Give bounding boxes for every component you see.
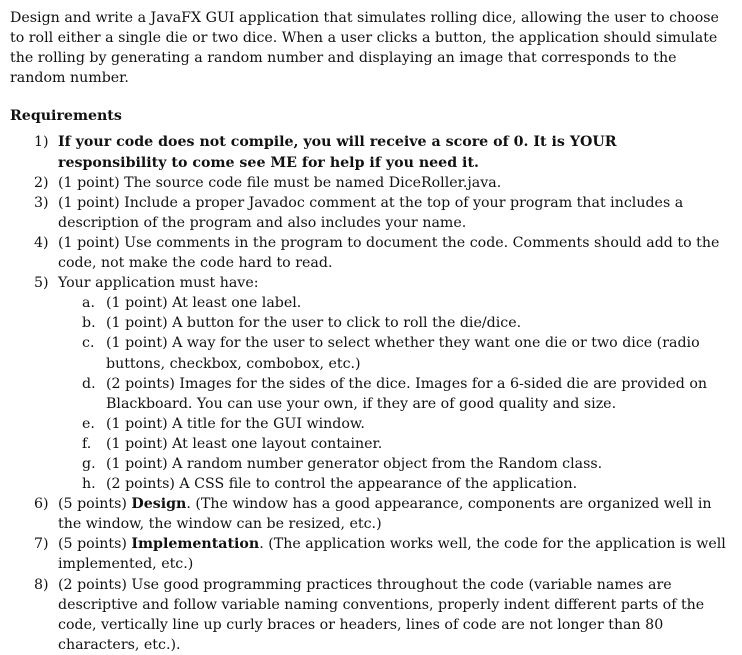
subitem (58, 454, 728, 474)
requirement-number: 6) (34, 496, 49, 513)
subitem-text: (2 points) Images for the sides of the dice. Images for a 6-sided die are provided on Blackboard. You can use your own, if they are of good quality and size. (106, 375, 708, 412)
requirements-heading: Requirements (10, 108, 122, 125)
requirement-number: 7) (34, 536, 49, 553)
requirement-item (10, 173, 728, 193)
subitem-letter: a. (82, 295, 95, 312)
subitem-text: (1 point) A way for the user to select whether they want one die or two dice (radio buttons, checkbox, combobox, etc.) (106, 335, 700, 372)
subitem-letter: b. (82, 315, 96, 332)
requirement-item (10, 193, 728, 233)
subitem-letter: h. (82, 476, 96, 493)
requirement-bold-text: If your code does not compile, you will receive a score of 0. It is YOUR responsibility to come see ME for help if you need it. (58, 134, 617, 171)
requirement-prefix: (5 points) (58, 496, 132, 513)
requirement-text: (1 point) The source code file must be named DiceRoller.java. (58, 174, 502, 191)
requirement-bold-text: Implementation (131, 536, 260, 553)
requirement-text: (2 points) Use good programming practices throughout the code (variable names are descriptive and follow variable naming conventions, properly indent different parts of the code, vertically line up curly braces or headers, lines of code are not longer than 80 characters, etc.). (58, 576, 705, 653)
requirement-number: 3) (34, 194, 49, 211)
subitem (58, 333, 728, 373)
subitem-letter: c. (82, 335, 95, 352)
requirement-text: (1 point) Include a proper Javadoc comment at the top of your program that includes a description of the program and also includes your name. (58, 194, 684, 231)
requirement-text: . (The window has a good appearance, components are organized well in the window, the window can be resized, etc.) (58, 496, 712, 533)
subitem-letter: g. (82, 455, 96, 472)
intro-paragraph: Design and write a JavaFX GUI application that simulates rolling dice, allowing the user to choose to roll either a single die or two dice. When a user clicks a button, the application should simulate the rolling by generating a random number and displaying an image that corresponds to the random number. (10, 10, 719, 87)
subitem-text: (1 point) At least one layout container. (106, 435, 383, 452)
requirement-bold-text: Design (131, 496, 187, 513)
requirement-item (10, 233, 728, 273)
requirement-text: (1 point) Use comments in the program to document the code. Comments should add to the code, not make the code hard to read. (58, 234, 720, 272)
subitem (58, 414, 728, 434)
subitem (58, 374, 728, 414)
subitem-text: (2 points) A CSS file to control the appearance of the application. (106, 476, 578, 493)
subitem-text: (1 point) A button for the user to click to roll the die/dice. (106, 315, 522, 332)
requirement-prefix: (5 points) (58, 536, 132, 553)
subitem-letter: d. (82, 375, 96, 392)
requirement-text: Your application must have: (58, 275, 259, 292)
requirements-list (10, 132, 728, 654)
requirement-number: 8) (34, 576, 49, 593)
requirement-number: 2) (34, 174, 49, 191)
subitem (58, 293, 728, 313)
requirement-number: 1) (34, 134, 49, 151)
requirement-item (10, 132, 728, 172)
requirement-text: . (The application works well, the code for the application is well implemented, etc.) (58, 536, 726, 573)
subitem-letter: f. (82, 435, 92, 452)
subitem (58, 474, 728, 494)
requirement-item (10, 273, 728, 494)
requirement-number: 5) (34, 275, 49, 292)
subitem-text: (1 point) A title for the GUI window. (106, 415, 365, 432)
subitem (58, 434, 728, 454)
subitem-letter: e. (82, 415, 95, 432)
subitem (58, 313, 728, 333)
subitem-text: (1 point) A random number generator object from the Random class. (106, 455, 603, 472)
requirement-item (10, 534, 728, 574)
requirement-item (10, 494, 728, 534)
requirement-number: 4) (34, 234, 49, 251)
subitem-text: (1 point) At least one label. (106, 295, 302, 312)
application-subitems-list (58, 293, 728, 494)
